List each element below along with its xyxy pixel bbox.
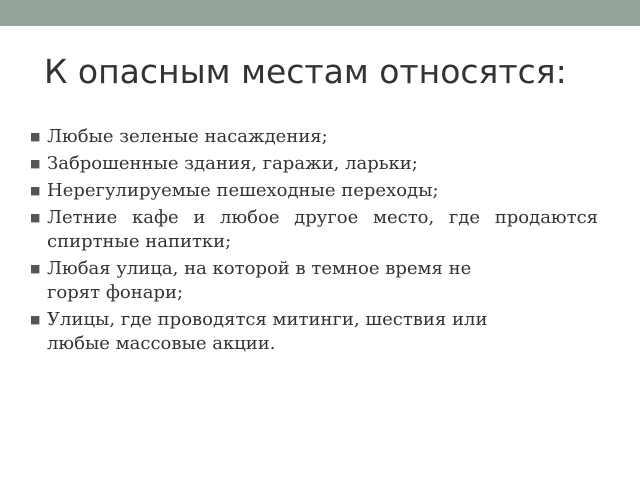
bullet-list — [30, 125, 598, 359]
bullet-dot-icon: ■ — [30, 313, 41, 326]
bullet-text: Заброшенные здания, гаражи, ларьки; — [47, 153, 418, 174]
bullet-dot-icon: ■ — [30, 130, 41, 143]
slide-title: К опасным местам относятся: — [44, 52, 567, 91]
top-accent-bar — [0, 0, 640, 26]
bullet-text: Любые зеленые насаждения; — [47, 126, 328, 147]
bullet-text: Летние кафе и любое другое место, где продаются спиртные напитки; — [47, 207, 598, 252]
list-item — [30, 257, 598, 305]
list-item — [30, 308, 598, 356]
bullet-text: Любая улица, на которой в темное время не горят фонари; — [47, 258, 472, 303]
bullet-text: Нерегулируемые пешеходные переходы; — [47, 180, 439, 201]
list-item — [30, 152, 598, 176]
bullet-dot-icon: ■ — [30, 157, 41, 170]
list-item — [30, 179, 598, 203]
bullet-dot-icon: ■ — [30, 262, 41, 275]
bullet-text: Улицы, где проводятся митинги, шествия или любые массовые акции. — [47, 309, 488, 354]
bullet-dot-icon: ■ — [30, 211, 41, 224]
bullet-dot-icon: ■ — [30, 184, 41, 197]
list-item — [30, 206, 598, 254]
list-item — [30, 125, 598, 149]
